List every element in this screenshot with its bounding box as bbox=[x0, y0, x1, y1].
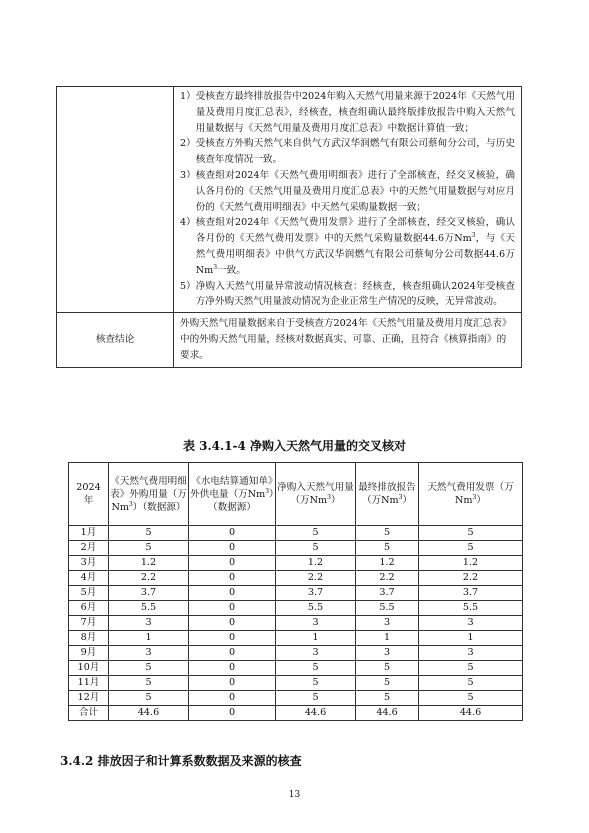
value-cell: 5 bbox=[419, 676, 523, 691]
table-row bbox=[69, 556, 523, 571]
value-cell: 5 bbox=[356, 526, 419, 541]
page-number: 13 bbox=[288, 790, 301, 800]
verification-item bbox=[180, 279, 515, 311]
value-cell: 5 bbox=[419, 541, 523, 556]
value-cell: 1 bbox=[356, 631, 419, 646]
value-cell: 1 bbox=[276, 631, 356, 646]
month-cell: 2月 bbox=[69, 541, 109, 556]
column-header-invoice: 天然气费用发票（万Nm$^3$） bbox=[419, 463, 523, 526]
superscript: 3 bbox=[471, 231, 476, 239]
item-text-part: 一致。 bbox=[217, 264, 246, 276]
value-cell: 0 bbox=[189, 661, 276, 676]
month-cell: 1月 bbox=[69, 526, 109, 541]
table-row bbox=[69, 601, 523, 616]
value-cell: 0 bbox=[189, 706, 276, 721]
item-number: 3） bbox=[180, 169, 196, 181]
table-row bbox=[69, 661, 523, 676]
item-text-part: ，与《天然气费用明细表》中供气方武汉华润燃气有限公司蔡甸分公司数据44.6万Nm bbox=[195, 233, 516, 276]
value-cell: 5 bbox=[109, 661, 189, 676]
value-cell: 3 bbox=[109, 616, 189, 631]
verification-item bbox=[180, 215, 515, 278]
table-row bbox=[69, 616, 523, 631]
item-text: 核查组对2024年《天然气费用明细表》进行了全部核查，经交叉核验，确认各月份的《天然气用量及费用月度汇总表》中的天然气用量数据与对应月份的《天然气费用明细表》中天然气采购量数据一致； bbox=[195, 169, 515, 213]
value-cell: 5 bbox=[276, 691, 356, 706]
value-cell: 44.6 bbox=[109, 706, 189, 721]
value-cell: 5 bbox=[419, 691, 523, 706]
value-cell: 2.2 bbox=[276, 571, 356, 586]
verification-item bbox=[180, 136, 515, 168]
value-cell: 5 bbox=[419, 661, 523, 676]
item-text: 净购入天然气用量异常波动情况核查：经核查，核查组确认2024年受核查方净外购天然气用量波动情况为企业正常生产情况的反映，无异常波动。 bbox=[195, 280, 515, 308]
cross-check-table bbox=[68, 462, 523, 721]
table-row bbox=[69, 646, 523, 661]
value-cell: 1 bbox=[419, 631, 523, 646]
item-text-part: 核查组对2024年《天然气费用发票》进行了全部核查，经交叉核验，确认各月份的《天然气费用发票》中的天然气采购量数据44.6万Nm bbox=[195, 217, 515, 245]
value-cell: 5 bbox=[419, 526, 523, 541]
month-cell: 8月 bbox=[69, 631, 109, 646]
table-body bbox=[69, 526, 523, 721]
conclusion-label: 核查结论 bbox=[57, 313, 174, 367]
section-heading: 3.4.2 排放因子和计算系数数据及来源的核查 bbox=[60, 754, 302, 768]
value-cell: 44.6 bbox=[419, 706, 523, 721]
month-cell: 5月 bbox=[69, 586, 109, 601]
value-cell: 5.5 bbox=[419, 601, 523, 616]
month-cell: 12月 bbox=[69, 691, 109, 706]
value-cell: 5 bbox=[109, 691, 189, 706]
month-cell: 11月 bbox=[69, 676, 109, 691]
value-cell: 5 bbox=[356, 691, 419, 706]
table-row bbox=[69, 541, 523, 556]
item-text bbox=[196, 215, 515, 278]
item-text: 受核查方最终排放报告中2024年购入天然气用量来源于2024年《天然气用量及费用月度汇总表》，经核查，核查组确认最终版排放报告中购入天然气用量数据与《天然气用量及费用月度汇总表》中数据计算值一致； bbox=[195, 91, 515, 134]
value-cell: 2.2 bbox=[419, 571, 523, 586]
value-cell: 2.2 bbox=[109, 571, 189, 586]
value-cell: 1.2 bbox=[419, 556, 523, 571]
value-cell: 5 bbox=[109, 676, 189, 691]
value-cell: 3.7 bbox=[356, 586, 419, 601]
verification-label-cell bbox=[57, 87, 174, 313]
value-cell: 5 bbox=[276, 541, 356, 556]
table-row bbox=[69, 526, 523, 541]
value-cell: 1.2 bbox=[276, 556, 356, 571]
item-text: 受核查方外购天然气来自供气方武汉华润燃气有限公司蔡甸分公司，与历史核查年度情况一致。 bbox=[195, 138, 515, 166]
month-cell: 10月 bbox=[69, 661, 109, 676]
value-cell: 44.6 bbox=[276, 706, 356, 721]
value-cell: 3 bbox=[276, 646, 356, 661]
value-cell: 0 bbox=[189, 616, 276, 631]
value-cell: 3 bbox=[276, 616, 356, 631]
column-header-year: 2024 年 bbox=[69, 463, 109, 526]
verification-content-cell bbox=[174, 87, 522, 313]
value-cell: 5 bbox=[109, 526, 189, 541]
value-cell: 1 bbox=[109, 631, 189, 646]
value-cell: 0 bbox=[189, 526, 276, 541]
value-cell: 5 bbox=[356, 541, 419, 556]
value-cell: 5 bbox=[276, 676, 356, 691]
value-cell: 5 bbox=[276, 526, 356, 541]
value-cell: 0 bbox=[189, 691, 276, 706]
superscript: 3 bbox=[213, 263, 218, 271]
value-cell: 0 bbox=[189, 556, 276, 571]
value-cell: 0 bbox=[189, 631, 276, 646]
value-cell: 44.6 bbox=[356, 706, 419, 721]
table-row bbox=[69, 706, 523, 721]
month-cell: 9月 bbox=[69, 646, 109, 661]
value-cell: 3 bbox=[419, 616, 523, 631]
value-cell: 3.7 bbox=[276, 586, 356, 601]
value-cell: 3 bbox=[109, 646, 189, 661]
verification-row bbox=[57, 87, 522, 313]
month-cell: 7月 bbox=[69, 616, 109, 631]
value-cell: 5.5 bbox=[356, 601, 419, 616]
column-header-net-purchase: 净购入天然气用量（万Nm$^3$） bbox=[276, 463, 356, 526]
value-cell: 0 bbox=[189, 676, 276, 691]
column-header-external-supply: 《水电结算通知单》外供电量（万Nm$^3$）（数据源） bbox=[189, 463, 276, 526]
month-cell: 4月 bbox=[69, 571, 109, 586]
value-cell: 3 bbox=[356, 646, 419, 661]
value-cell: 5 bbox=[109, 541, 189, 556]
value-cell: 5 bbox=[356, 661, 419, 676]
table-header-row bbox=[69, 463, 523, 526]
month-cell: 3月 bbox=[69, 556, 109, 571]
table-caption: 表 3.4.1-4 净购入天然气用量的交叉核对 bbox=[182, 439, 407, 453]
value-cell: 5.5 bbox=[109, 601, 189, 616]
value-cell: 3 bbox=[419, 646, 523, 661]
value-cell: 0 bbox=[189, 571, 276, 586]
column-header-final-report: 最终排放报告（万Nm$^3$） bbox=[356, 463, 419, 526]
month-cell: 6月 bbox=[69, 601, 109, 616]
value-cell: 0 bbox=[189, 601, 276, 616]
value-cell: 3.7 bbox=[109, 586, 189, 601]
item-number: 4） bbox=[180, 217, 196, 229]
value-cell: 3 bbox=[356, 616, 419, 631]
conclusion-text: 外购天然气用量数据来自于受核查方2024年《天然气用量及费用月度汇总表》中的外购天然气用量，经核对数据真实、可靠、正确，且符合《核算指南》的要求。 bbox=[174, 313, 522, 367]
table-row bbox=[69, 571, 523, 586]
item-number: 5） bbox=[180, 280, 196, 292]
column-header-invoice-detail: 《天然气费用明细表》外购用量（万Nm$^3$）（数据源） bbox=[109, 463, 189, 526]
verification-table bbox=[56, 86, 522, 368]
item-number: 1） bbox=[180, 91, 196, 102]
value-cell: 3.7 bbox=[419, 586, 523, 601]
value-cell: 5.5 bbox=[276, 601, 356, 616]
value-cell: 0 bbox=[189, 541, 276, 556]
conclusion-row bbox=[57, 313, 522, 367]
table-row bbox=[69, 676, 523, 691]
value-cell: 2.2 bbox=[356, 571, 419, 586]
value-cell: 0 bbox=[189, 646, 276, 661]
verification-item bbox=[180, 89, 515, 136]
value-cell: 1.2 bbox=[109, 556, 189, 571]
item-number: 2） bbox=[180, 138, 196, 150]
verification-item bbox=[180, 168, 515, 215]
table-row bbox=[69, 586, 523, 601]
table-row bbox=[69, 691, 523, 706]
value-cell: 5 bbox=[276, 661, 356, 676]
value-cell: 0 bbox=[189, 586, 276, 601]
month-cell: 合计 bbox=[69, 706, 109, 721]
value-cell: 5 bbox=[356, 676, 419, 691]
table-row bbox=[69, 631, 523, 646]
value-cell: 1.2 bbox=[356, 556, 419, 571]
